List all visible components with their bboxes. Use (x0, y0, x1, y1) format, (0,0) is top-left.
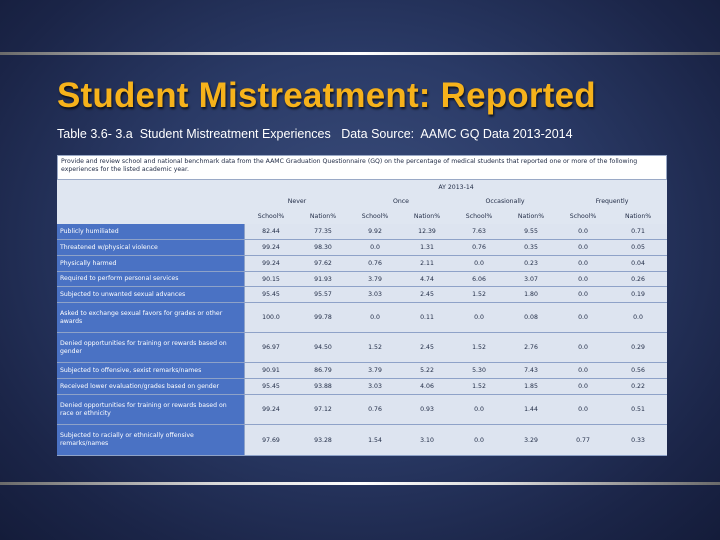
table-cell: 0.11 (401, 303, 453, 333)
column-header: Nation% (401, 208, 453, 224)
table-row (57, 363, 667, 379)
row-label: Subjected to offensive, sexist remarks/names (57, 363, 245, 379)
table-label: Table 3.6- 3.a Student Mistreatment Experiences (57, 127, 331, 141)
table-cell: 82.44 (245, 224, 297, 240)
row-label: Subjected to unwanted sexual advances (57, 287, 245, 303)
table-cell: 90.91 (245, 363, 297, 379)
column-header: Nation% (609, 208, 667, 224)
table-cell: 1.52 (453, 287, 505, 303)
table-cell: 0.0 (557, 363, 609, 379)
table-cell: 0.76 (453, 240, 505, 256)
table-cell: 2.45 (401, 287, 453, 303)
table-cell: 91.93 (297, 272, 349, 287)
table-row (57, 272, 667, 287)
table-cell: 0.93 (401, 395, 453, 425)
table-cell: 0.04 (609, 256, 667, 272)
table-row (57, 379, 667, 395)
table-cell: 95.45 (245, 379, 297, 395)
bottom-divider-band (0, 482, 720, 485)
table-cell: 0.0 (557, 395, 609, 425)
table-row (57, 256, 667, 272)
table-cell: 0.29 (609, 333, 667, 363)
table-cell: 0.56 (609, 363, 667, 379)
header-blank (57, 208, 245, 224)
table-cell: 0.0 (453, 256, 505, 272)
table-cell: 0.0 (557, 224, 609, 240)
group-header-once: Once (349, 194, 453, 208)
table-row (57, 287, 667, 303)
table-cell: 7.43 (505, 363, 557, 379)
table-row (57, 425, 667, 456)
table-cell: 97.62 (297, 256, 349, 272)
table-caption (57, 127, 573, 141)
table-cell: 3.79 (349, 363, 401, 379)
table-cell: 0.0 (453, 303, 505, 333)
top-divider-band (0, 52, 720, 55)
table-cell: 3.79 (349, 272, 401, 287)
table-cell: 93.28 (297, 425, 349, 456)
row-label: Threatened w/physical violence (57, 240, 245, 256)
column-header: School% (557, 208, 609, 224)
group-header-frequently: Frequently (557, 194, 667, 208)
table-cell: 0.76 (349, 256, 401, 272)
table-cell: 99.24 (245, 256, 297, 272)
column-header: Nation% (297, 208, 349, 224)
table-cell: 3.29 (505, 425, 557, 456)
row-label: Physically harmed (57, 256, 245, 272)
table-cell: 0.76 (349, 395, 401, 425)
table-cell: 0.51 (609, 395, 667, 425)
column-header: School% (245, 208, 297, 224)
group-header-never: Never (245, 194, 349, 208)
table-cell: 97.12 (297, 395, 349, 425)
row-label: Denied opportunities for training or rewards based on race or ethnicity (57, 395, 245, 425)
table-cell: 0.0 (557, 272, 609, 287)
table-cell: 4.74 (401, 272, 453, 287)
row-label: Required to perform personal services (57, 272, 245, 287)
table-cell: 77.35 (297, 224, 349, 240)
table-cell: 98.30 (297, 240, 349, 256)
table-cell: 0.0 (453, 395, 505, 425)
table-cell: 2.11 (401, 256, 453, 272)
table-cell: 1.44 (505, 395, 557, 425)
column-header: School% (453, 208, 505, 224)
column-header: School% (349, 208, 401, 224)
table-cell: 0.71 (609, 224, 667, 240)
table-cell: 1.85 (505, 379, 557, 395)
table-cell: 1.80 (505, 287, 557, 303)
table-cell: 0.19 (609, 287, 667, 303)
column-header: Nation% (505, 208, 557, 224)
table-cell: 99.24 (245, 240, 297, 256)
header-blank (57, 194, 245, 208)
table-cell: 2.76 (505, 333, 557, 363)
table-intro: Provide and review school and national benchmark data from the AAMC Graduation Questionnaire (GQ) on the percentage of medical students that reported one or more of the following experiences for the listed academic year. (57, 155, 667, 180)
table-cell: 0.08 (505, 303, 557, 333)
table-cell: 0.0 (557, 303, 609, 333)
table-row (57, 240, 667, 256)
table-cell: 1.52 (349, 333, 401, 363)
table-cell: 6.06 (453, 272, 505, 287)
table-cell: 0.0 (557, 256, 609, 272)
table-cell: 0.0 (349, 240, 401, 256)
table-cell: 0.77 (557, 425, 609, 456)
table-cell: 0.0 (557, 240, 609, 256)
slide-title: Student Mistreatment: Reported (57, 76, 596, 115)
table-cell: 5.30 (453, 363, 505, 379)
table-cell: 12.39 (401, 224, 453, 240)
table-cell: 2.45 (401, 333, 453, 363)
table-cell: 95.45 (245, 287, 297, 303)
table-cell: 1.31 (401, 240, 453, 256)
academic-year-header: AY 2013-14 (245, 180, 667, 194)
table-cell: 96.97 (245, 333, 297, 363)
table-cell: 94.50 (297, 333, 349, 363)
table-cell: 0.0 (557, 287, 609, 303)
table-row (57, 224, 667, 240)
table-cell: 86.79 (297, 363, 349, 379)
data-source: Data Source: AAMC GQ Data 2013-2014 (341, 127, 573, 141)
table-cell: 3.03 (349, 287, 401, 303)
table-cell: 7.63 (453, 224, 505, 240)
row-label: Received lower evaluation/grades based on gender (57, 379, 245, 395)
table-row (57, 395, 667, 425)
table-cell: 99.78 (297, 303, 349, 333)
table-cell: 3.10 (401, 425, 453, 456)
table-cell: 99.24 (245, 395, 297, 425)
row-label: Asked to exchange sexual favors for grades or other awards (57, 303, 245, 333)
table-cell: 9.92 (349, 224, 401, 240)
row-label: Publicly humiliated (57, 224, 245, 240)
table-cell: 95.57 (297, 287, 349, 303)
table-cell: 1.52 (453, 333, 505, 363)
table-cell: 0.22 (609, 379, 667, 395)
table-cell: 0.23 (505, 256, 557, 272)
table-cell: 1.54 (349, 425, 401, 456)
table-cell: 93.88 (297, 379, 349, 395)
group-header-occasionally: Occasionally (453, 194, 557, 208)
table-cell: 4.06 (401, 379, 453, 395)
table-cell: 90.15 (245, 272, 297, 287)
table-cell: 0.0 (453, 425, 505, 456)
mistreatment-table (57, 155, 667, 456)
table-cell: 0.33 (609, 425, 667, 456)
table-cell: 3.07 (505, 272, 557, 287)
table-cell: 9.55 (505, 224, 557, 240)
row-label: Subjected to racially or ethnically offensive remarks/names (57, 425, 245, 456)
table-cell: 0.26 (609, 272, 667, 287)
table-row (57, 303, 667, 333)
table-cell: 3.03 (349, 379, 401, 395)
table-cell: 0.0 (557, 333, 609, 363)
table-cell: 97.69 (245, 425, 297, 456)
table-row (57, 333, 667, 363)
table-cell: 1.52 (453, 379, 505, 395)
table-cell: 100.0 (245, 303, 297, 333)
table-cell: 5.22 (401, 363, 453, 379)
table-cell: 0.05 (609, 240, 667, 256)
table-cell: 0.0 (609, 303, 667, 333)
table-cell: 0.35 (505, 240, 557, 256)
table-cell: 0.0 (349, 303, 401, 333)
header-blank (57, 180, 245, 194)
row-label: Denied opportunities for training or rewards based on gender (57, 333, 245, 363)
table-cell: 0.0 (557, 379, 609, 395)
